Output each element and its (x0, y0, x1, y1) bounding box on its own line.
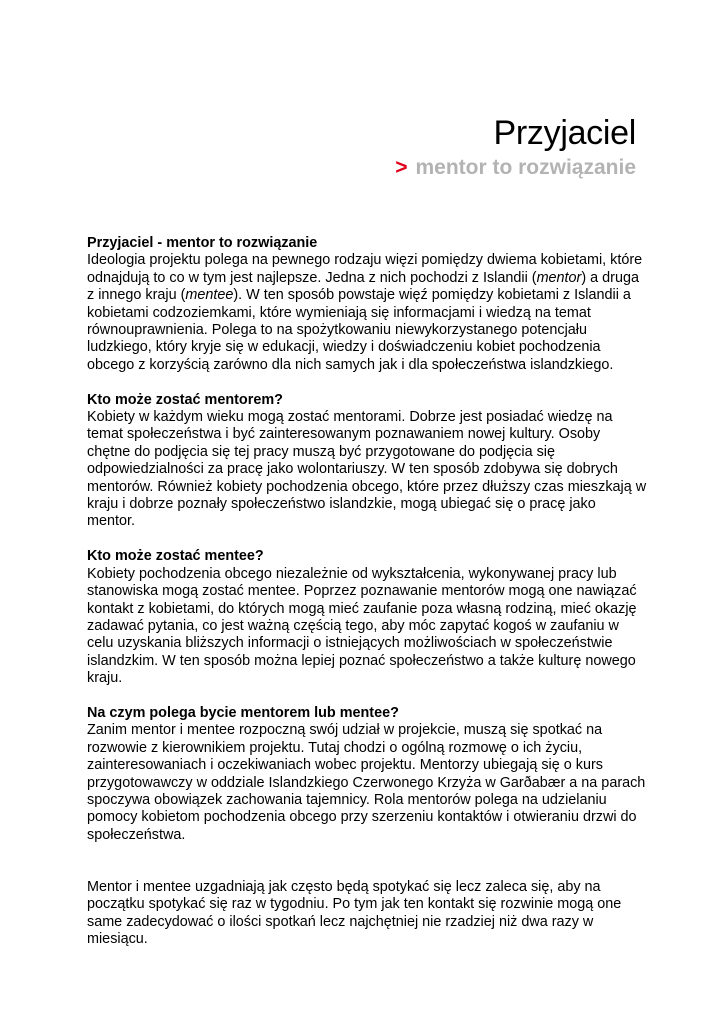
page-title: Przyjaciel (493, 114, 636, 152)
section-who-mentor (87, 392, 647, 531)
section-heading: Kto może zostać mentee? (87, 548, 264, 565)
arrow-icon: > (395, 156, 408, 179)
section-paragraph (87, 252, 647, 374)
section-paragraph: Kobiety pochodzenia obcego niezależnie od wykształcenia, wykonywanej pracy lub stanowiska mogą zostać mentee. Poprzez poznawanie mentorów mogą one nawiązać kontakt z kobietami, do których mogą mieć zaufanie poza własną rodziną, mieć okazję zadawać pytania, co jest ważną częścią tego, aby móc zapytać kogoś w zaufaniu w celu uzyskania bliższych informacji o istniejących możliwościach w społeczeństwie islandzkim. W ten sposób można lepiej poznać społeczeństwo a także kulturę nowego kraju. (87, 565, 637, 687)
term-mentee: mentee (185, 287, 234, 304)
paragraph-text: ) a druga z innego kraju ( (87, 269, 639, 304)
paragraph-text: Ideologia projektu polega na pewnego rodzaju więzi pomiędzy dwiema kobietami, które odnajdują to co w tym jest najlepsze. Jedna z nich pochodzi z Islandii ( (87, 252, 643, 286)
section-heading: Kto może zostać mentorem? (87, 391, 283, 408)
section-paragraph: Zanim mentor i mentee rozpoczną swój udział w projekcie, muszą się spotkać na rozwowie z kierownikiem projektu. Tutaj chodzi o ogólną rozmowę o ich życiu, zainteresowaniach i oczekiwaniach wobec projektu. Mentorzy ubiegają się o kurs przygotowawczy w oddziale Islandzkiego Czerwonego Krzyża w Garðabær a na parach spoczywa obowiązek zachowania tajemnicy. Rola mentorów polega na udzielaniu pomocy kobietom pochodzenia obcego przy szerzeniu kontaktów i otwieraniu drzwi do społeczeństwa. (87, 722, 646, 843)
paragraph-text: ). W ten sposób powstaje więź pomiędzy kobietami z Islandii a kobietami codzoziemkami, które wymieniają się informacjami i wiedzą na temat równouprawnienia. Polega to na spożytkowaniu niewykorzystanego potencjału ludzkiego, który kryje się w edukacji, wiedzy i doświadczeniu kobiet pochodzenia obcego z korzyścią zarówno dla nich samych jak i dla społeczeństwa islandzkiego. (87, 287, 631, 373)
section-what-is (87, 705, 647, 844)
closing-paragraph: Mentor i mentee uzgadniają jak często będą spotykać się lecz zaleca się, aby na początku spotykać się raz w tygodniu. Po tym jak ten kontakt się rozwinie mogą one same zadecydować o ilości spotkań lecz najchętniej nie rzadziej niż dwa razy w miesiącu. (87, 878, 622, 948)
section-heading: Na czym polega bycie mentorem lub mentee? (87, 704, 399, 721)
term-mentor: mentor (536, 269, 582, 286)
section-who-mentee (87, 548, 647, 687)
section-heading: Przyjaciel - mentor to rozwiązanie (87, 235, 318, 251)
section-paragraph: Kobiety w każdym wieku mogą zostać mentorami. Dobrze jest posiadać wiedzę na temat społeczeństwa i być zainteresowanym poznawaniem nowej kultury. Osoby chętne do podjęcia się tej pracy muszą być przygotowane do podjęcia się odpowiedzialności za pracę jako wolontariuszy. W ten sposób zdobywa się dobrych mentorów. Również kobiety pochodzenia obcego, które przez dłuższy czas mieszkają w kraju i dobrze poznały społeczeństwo islandzkie, mogą ubiegać się o pracę jako mentor. (87, 409, 647, 530)
subtitle-text: mentor to rozwiązanie (415, 156, 636, 179)
blank-line (87, 862, 647, 879)
document-body (87, 235, 647, 966)
page-subtitle (395, 156, 636, 180)
section-closing (87, 879, 647, 949)
section-intro (87, 235, 647, 374)
